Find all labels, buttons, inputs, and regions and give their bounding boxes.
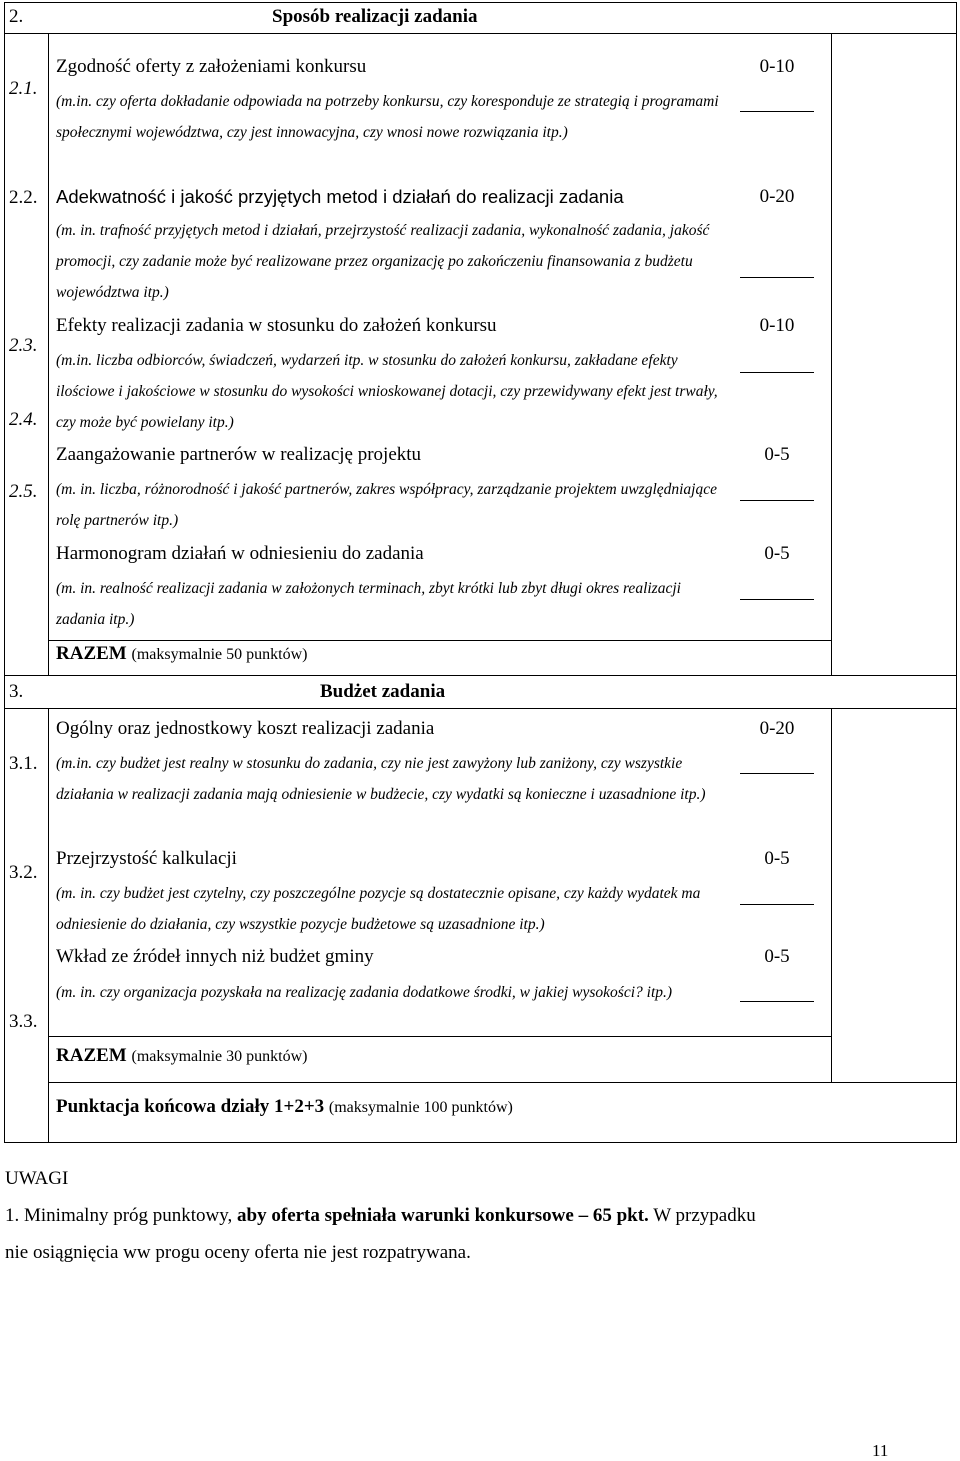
score-blank [740, 500, 814, 501]
section3-number: 3. [9, 681, 24, 702]
col-divider-right-s3 [831, 708, 832, 1083]
score-range: 0-20 [759, 186, 795, 207]
criterion-description: (m. in. trafność przyjętych metod i działań, przejrzystość realizacji zadania, wykonalność zadania, jakość promocji, czy zadanie może być realizowane przez organizację po zakończeniu finansowania z budżetu województwa itp.) [56, 222, 710, 301]
criterion-number: 2.2. [9, 187, 38, 208]
total-label: RAZEM [56, 1045, 127, 1066]
criterion-number: 2.4. [9, 409, 38, 430]
col-divider-right [831, 33, 832, 676]
criterion-number: 2.3. [9, 335, 38, 356]
criterion-number: 3.3. [9, 1011, 38, 1032]
total-label: RAZEM [56, 643, 127, 664]
section3-header-divider [4, 708, 957, 709]
section2-bottom [4, 675, 957, 676]
notes-line-2: nie osiągnięcia ww progu oceny oferta nie jest rozpatrywana. [5, 1242, 471, 1263]
section2-title: Sposób realizacji zadania [272, 6, 478, 27]
criterion-title: Ogólny oraz jednostkowy koszt realizacji zadania [56, 718, 435, 739]
criterion-description: (m.in. liczba odbiorców, świadczeń, wydarzeń itp. w stosunku do założeń konkursu, zakładane efekty ilościowe i jakościowe w stosunku do wysokości wnioskowanej dotacji, czy przewidywany efekt jest trwały, czy może być powielany itp.) [56, 352, 718, 431]
criterion-title: Harmonogram działań w odniesieniu do zadania [56, 543, 424, 564]
criterion-description: (m. in. czy organizacja pozyskała na realizację zadania dodatkowe środki, w jakiej wysokości? itp.) [56, 984, 673, 1001]
table-border-top [4, 2, 957, 3]
score-range: 0-20 [759, 718, 795, 739]
section2-number: 2. [9, 6, 24, 27]
criterion-title: Zaangażowanie partnerów w realizację projektu [56, 444, 422, 465]
criterion-number: 2.1. [9, 78, 38, 99]
criterion-title: Adekwatność i jakość przyjętych metod i działań do realizacji zadania [56, 186, 624, 207]
final-score-note: (maksymalnie 100 punktów) [328, 1099, 513, 1116]
total-note: (maksymalnie 30 punktów) [131, 1048, 308, 1065]
criterion-number: 3.1. [9, 753, 38, 774]
notes-line-1-bold: aby oferta spełniała warunki konkursowe – 65 pkt. [237, 1205, 649, 1226]
criterion-title: Efekty realizacji zadania w stosunku do założeń konkursu [56, 315, 497, 336]
notes-line-1-suffix: W przypadku [648, 1205, 756, 1226]
criterion-description: (m. in. realność realizacji zadania w założonych terminach, zbyt krótki lub zbyt długi okres realizacji zadania itp.) [56, 580, 681, 628]
criterion-description: (m. in. czy budżet jest czytelny, czy poszczególne pozycje są dostatecznie opisane, czy każdy wydatek ma odniesienie do działania, czy wszystkie pozycje budżetowe są uzasadnione itp.) [56, 885, 701, 933]
notes-heading: UWAGI [5, 1168, 69, 1189]
row-divider-final [48, 1082, 957, 1083]
score-range: 0-5 [764, 444, 790, 465]
table-border-left [4, 2, 5, 1143]
criterion-description: (m.in. czy budżet jest realny w stosunku do zadania, czy nie jest zawyżony lub zaniżony, czy wszystkie działania w realizacji zadania mają odniesienie w budżecie, czy wydatki są konieczne i uzasadnione itp.) [56, 755, 706, 803]
score-blank [740, 111, 814, 112]
table-border-bottom [4, 1142, 957, 1143]
criterion-number: 2.5. [9, 481, 38, 502]
criterion-number: 3.2. [9, 862, 38, 883]
score-blank [740, 904, 814, 905]
score-range: 0-10 [759, 56, 795, 77]
score-range: 0-5 [764, 848, 790, 869]
row-divider-razem2 [48, 640, 832, 641]
criterion-description: (m.in. czy oferta dokładanie odpowiada na potrzeby konkursu, czy koresponduje ze strategią i programami społecznymi województwa, czy jest innowacyjna, czy wnosi nowe rozwiązania itp.) [56, 93, 719, 141]
score-blank [740, 372, 814, 373]
criterion-title: Wkład ze źródeł innych niż budżet gminy [56, 946, 374, 967]
criterion-title: Zgodność oferty z założeniami konkursu [56, 56, 367, 77]
section2-header-divider [4, 33, 957, 34]
section3-total [56, 1045, 307, 1067]
col-divider-left [48, 33, 49, 676]
score-range: 0-5 [764, 946, 790, 967]
score-blank [740, 599, 814, 600]
row-divider-razem3 [48, 1036, 832, 1037]
section3-title: Budżet zadania [320, 681, 446, 702]
notes-line-1 [5, 1205, 756, 1227]
criterion-description: (m. in. liczba, różnorodność i jakość partnerów, zakres współpracy, zarządzanie projektem uwzględniające rolę partnerów itp.) [56, 481, 717, 529]
criterion-title: Przejrzystość kalkulacji [56, 848, 237, 869]
table-border-right [956, 2, 957, 1143]
score-range: 0-10 [759, 315, 795, 336]
score-blank [740, 773, 814, 774]
final-score-label: Punktacja końcowa działy 1+2+3 [56, 1096, 325, 1117]
page-number: 11 [872, 1441, 889, 1460]
score-blank [740, 1001, 814, 1002]
total-note: (maksymalnie 50 punktów) [131, 646, 308, 663]
final-score [56, 1096, 513, 1118]
notes-line-1-prefix: 1. Minimalny próg punktowy, [5, 1205, 238, 1226]
col-divider-left-s3 [48, 708, 49, 1143]
score-range: 0-5 [764, 543, 790, 564]
score-blank [740, 277, 814, 278]
section2-total [56, 643, 307, 665]
